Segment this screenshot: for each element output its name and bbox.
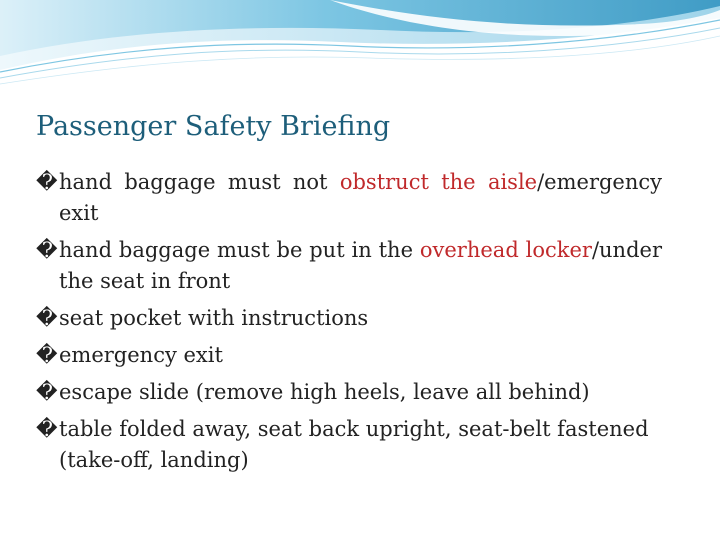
bullet-glyph-icon: �: [36, 238, 58, 262]
list-item: � escape slide (remove high heels, leave all behind): [36, 377, 662, 408]
list-item: � table folded away, seat back upright, seat-belt fastened (take-off, landing): [36, 414, 662, 476]
bullet-glyph-icon: �: [36, 306, 58, 330]
list-item: � emergency exit: [36, 340, 662, 371]
header-wave-decoration: [0, 0, 720, 100]
bullet-glyph-icon: �: [36, 170, 58, 194]
list-item: � hand baggage must not obstruct the aisle/emergency exit: [36, 167, 662, 229]
highlight-text: overhead locker: [419, 238, 592, 262]
list-item: � seat pocket with instructions: [36, 303, 662, 334]
highlight-text: obstruct the aisle: [339, 170, 538, 194]
bullet-glyph-icon: �: [36, 417, 58, 441]
list-item: � hand baggage must be put in the overhead locker/under the seat in front: [36, 235, 662, 297]
bullet-list: [36, 167, 662, 482]
slide-title: Passenger Safety Briefing: [36, 111, 391, 142]
bullet-glyph-icon: �: [36, 380, 58, 404]
bullet-glyph-icon: �: [36, 343, 58, 367]
